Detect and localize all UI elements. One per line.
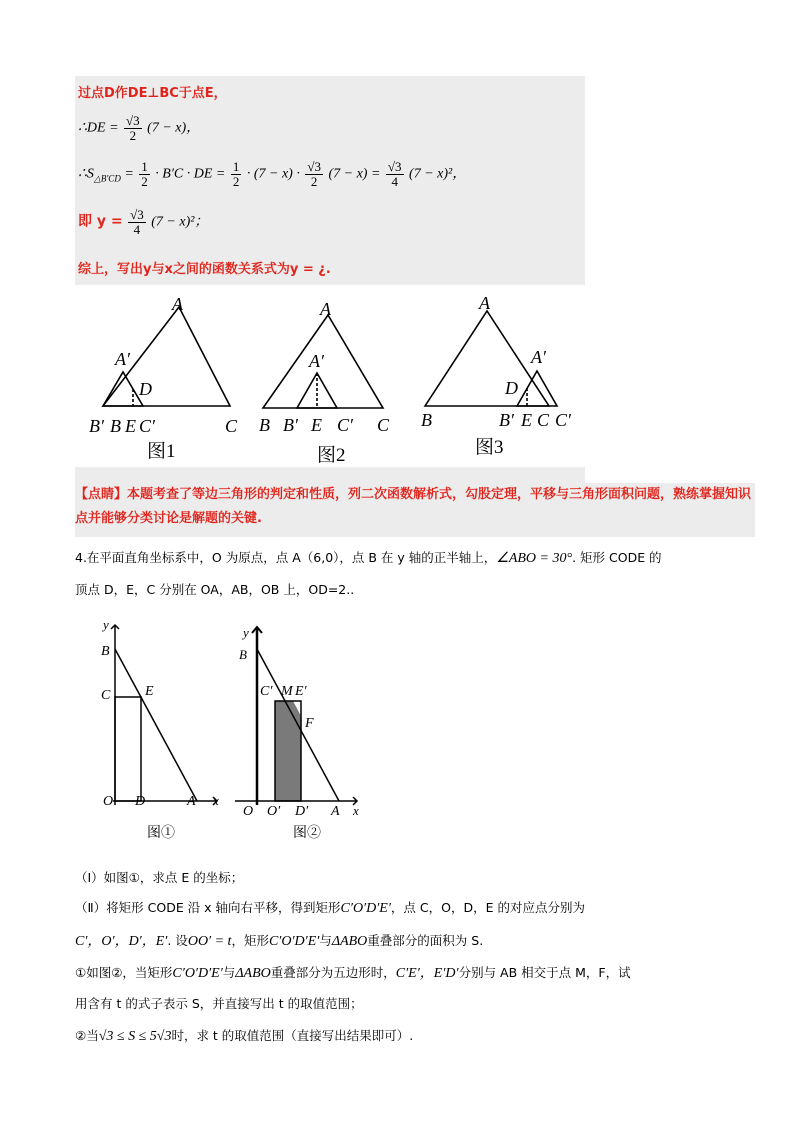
label-B: B	[239, 647, 247, 662]
label-B: B	[101, 644, 110, 659]
caption-fig2: 图2	[317, 445, 346, 466]
label-E: E	[521, 410, 532, 430]
solution-line-5: 综上，写出y与x之间的函数关系式为y = ¿.	[78, 262, 331, 277]
label-C: C	[225, 416, 238, 436]
numerator: √3	[126, 113, 140, 128]
solution-line-3	[78, 160, 466, 189]
q-p4m3: C′E′，E′D′	[395, 966, 459, 981]
label-A: A	[320, 299, 331, 319]
label-D: D	[135, 794, 146, 809]
question-part-2-line-5	[75, 1026, 413, 1045]
q-p6m: √3 ≤ S ≤ 5√3	[98, 1029, 172, 1044]
label-A: A	[331, 804, 340, 819]
label-C: C	[377, 415, 390, 435]
coordinate-figures	[95, 615, 395, 845]
line2-post: (7 − x)，	[147, 120, 201, 136]
line3-end: (7 − x)²，	[409, 166, 467, 182]
q-p3a: . 设	[167, 933, 188, 948]
fraction	[386, 160, 404, 189]
denominator: 2	[141, 174, 148, 189]
caption-fig3: 图3	[475, 437, 504, 458]
question-line-2: 顶点 D，E，C 分别在 OA，AB，OB 上，OD=2..	[75, 582, 355, 597]
denominator: 2	[232, 174, 240, 189]
label-O: O	[103, 794, 114, 809]
rect-CODE	[115, 697, 141, 801]
label-A1: A′	[309, 351, 324, 371]
fraction	[305, 160, 323, 189]
q-p3d: 重叠部分的面积为 S.	[367, 933, 484, 948]
label-E: E	[125, 416, 136, 436]
q-p6b: 时，求 t 的取值范围（直接写出结果即可）.	[171, 1028, 414, 1043]
q-p4m2: ΔABO	[235, 966, 271, 981]
label-E: E	[311, 415, 322, 435]
q-p4m: C′O′D′E′	[172, 966, 223, 981]
q-p4c: 重叠部分为五边形时，	[270, 965, 396, 980]
label-B1: B′	[499, 410, 514, 430]
label-C1: C′	[139, 416, 155, 436]
q-p4b: 与	[222, 965, 236, 980]
label-C: C	[537, 410, 550, 430]
denominator: 2	[129, 128, 137, 143]
q-p2a: （Ⅱ）将矩形 CODE 沿 x 轴向右平移，得到矩形	[75, 900, 341, 915]
line4-post: (7 − x)²；	[151, 214, 209, 230]
q-p3m4: ΔABO	[331, 934, 368, 949]
label-C1: C′	[555, 410, 571, 430]
caption-coord-fig2: 图②	[293, 826, 321, 841]
q-p2m: C′O′D′E′	[340, 901, 391, 916]
triangle-figures	[75, 285, 585, 467]
label-B: B	[421, 410, 432, 430]
label-B: B	[110, 416, 121, 436]
question-part-2-line-3	[75, 962, 631, 982]
label-x: x	[213, 793, 219, 808]
solution-line-2	[78, 114, 200, 143]
label-M: M	[281, 684, 293, 699]
fraction	[128, 208, 146, 237]
question-part-1: （Ⅰ）如图①，求点 E 的坐标；	[75, 870, 244, 885]
label-D: D	[139, 379, 152, 399]
q-l1m: ∠ABO = 30°	[496, 551, 573, 566]
denominator: 4	[133, 222, 141, 237]
overlap-pentagon	[275, 701, 301, 801]
q-l1b: . 矩形 CODE 的	[572, 550, 662, 565]
caption-coord-fig1: 图①	[147, 826, 175, 841]
label-E: E	[145, 684, 154, 699]
label-D: D	[505, 378, 518, 398]
label-B1: B′	[283, 415, 298, 435]
q-p6a: ②当	[75, 1028, 99, 1043]
line3-mid3: (7 − x) =	[328, 166, 381, 182]
label-B: B	[259, 415, 270, 435]
question-line-1	[75, 548, 662, 567]
caption-fig1: 图1	[147, 441, 176, 462]
line-AB	[115, 649, 197, 801]
label-y: y	[243, 625, 249, 640]
label-D1: D′	[295, 804, 309, 819]
label-y: y	[103, 617, 109, 632]
line2-pre: ∴DE =	[78, 120, 119, 136]
label-C1: C′	[337, 415, 353, 435]
line3-eq: =	[124, 166, 134, 182]
label-x: x	[353, 803, 359, 818]
note-paragraph	[75, 483, 755, 531]
label-F: F	[305, 716, 314, 731]
numerator: √3	[387, 159, 402, 174]
line3-pre: ∴S	[78, 166, 94, 182]
label-E1: E′	[295, 684, 307, 699]
q-p3m2: OO′ = t	[187, 934, 232, 949]
denominator: 2	[310, 174, 318, 189]
numerator: √3	[307, 159, 321, 174]
q-p2b: ，点 C，O，D，E 的对应点分别为	[390, 900, 585, 915]
label-A: A	[479, 293, 490, 313]
question-part-2-line-4: 用含有 t 的式子表示 S，并直接写出 t 的取值范围；	[75, 996, 363, 1011]
q-p3b: ，矩形	[231, 933, 269, 948]
coord-figure-1	[111, 625, 217, 805]
q-l1a: 4.在平面直角坐标系中，O 为原点，点 A（6,0），点 B 在 y 轴的正半轴上，	[75, 550, 497, 565]
line3-sub: △B′CD	[93, 173, 121, 184]
fraction	[124, 114, 142, 143]
label-C: C	[101, 688, 111, 703]
line3-mid2: · (7 − x) ·	[246, 166, 300, 182]
q-p4d: 分别与 AB 相交于点 M，F，试	[458, 965, 631, 980]
fraction	[231, 160, 242, 189]
q-p3m: C′，O′，D′，E′	[75, 934, 168, 949]
note-tag: 【点睛】	[75, 487, 128, 502]
numerator: 1	[232, 159, 240, 174]
line3-mid: · B′C · DE =	[155, 166, 226, 182]
label-C1: C′	[260, 684, 273, 699]
numerator: 1	[141, 159, 148, 174]
label-B1: B′	[89, 416, 104, 436]
fraction	[139, 160, 150, 189]
denominator: 4	[391, 174, 398, 189]
q-p3c: 与	[319, 933, 332, 948]
label-O1: O′	[267, 804, 281, 819]
note-text-block	[75, 483, 755, 531]
label-A1: A′	[115, 349, 130, 369]
label-A: A	[187, 794, 196, 809]
question-part-2-line-2	[75, 930, 483, 950]
question-part-2-line-1	[75, 898, 585, 917]
solution-line-1: 过点D作DE⊥BC于点E，	[78, 86, 227, 101]
line4-pre: 即 y =	[78, 213, 123, 230]
label-O: O	[243, 804, 254, 819]
label-A: A	[172, 294, 183, 314]
q-p4a: ①如图②，当矩形	[75, 965, 173, 980]
label-A1: A′	[531, 347, 546, 367]
numerator: √3	[130, 207, 144, 222]
note-text: 本题考查了等边三角形的判定和性质，列二次函数解析式，勾股定理，平移与三角形面积问题，熟练掌握知识点并能够分类讨论是解题的关键.	[75, 487, 752, 526]
solution-line-4	[78, 208, 208, 237]
q-p3m3: C′O′D′E′	[268, 934, 320, 949]
